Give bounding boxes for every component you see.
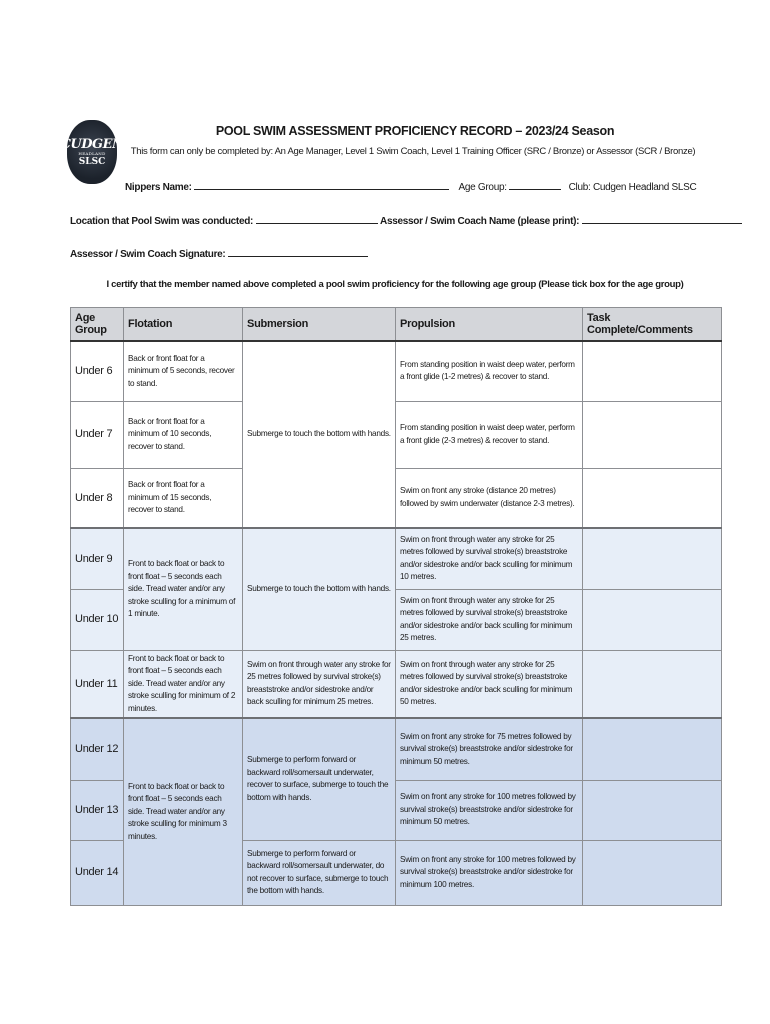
- flotation-cell: Front to back float or back to front float – 5 seconds each side. Tread water and/or any stroke sculling for minimum 3 minutes.: [124, 718, 243, 905]
- flotation-cell: Back or front float for a minimum of 15 seconds, recover to stand.: [124, 468, 243, 528]
- age-group-field[interactable]: [509, 179, 561, 190]
- assessor-name-field[interactable]: [582, 213, 742, 224]
- propulsion-cell: Swim on front through water any stroke for 25 metres followed by survival stroke(s) breaststroke and/or sidestroke and/or back sculling for minimum 50 metres.: [396, 650, 583, 718]
- logo-line-1: CUDGEN: [60, 136, 124, 152]
- propulsion-cell: Swim on front through water any stroke for 25 metres followed by survival stroke(s) breaststroke and/or sidestroke and/or back sculling for minimum 25 metres.: [396, 589, 583, 650]
- header-age-group: Age Group: [71, 308, 124, 342]
- club-logo: [60, 120, 124, 184]
- table-row: [71, 341, 722, 401]
- submersion-cell: Swim on front through water any stroke for 25 metres followed by survival stroke(s) breaststroke and/or sidestroke and/or back sculling for minimum 25 metres.: [243, 650, 396, 718]
- submersion-cell: Submerge to perform forward or backward roll/somersault underwater, recover to surface, submerge to touch the bottom with hands.: [243, 718, 396, 840]
- signature-label: Assessor / Swim Coach Signature:: [70, 249, 226, 260]
- table-row: [71, 528, 722, 589]
- age-cell: Under 10: [71, 589, 124, 650]
- task-complete-cell[interactable]: [583, 589, 722, 650]
- signature-field[interactable]: [228, 246, 368, 257]
- age-cell: Under 9: [71, 528, 124, 589]
- age-cell: Under 11: [71, 650, 124, 718]
- propulsion-cell: Swim on front any stroke (distance 20 metres) followed by swim underwater (distance 2-3 metres).: [396, 468, 583, 528]
- task-complete-cell[interactable]: [583, 401, 722, 468]
- page-title: POOL SWIM ASSESSMENT PROFICIENCY RECORD – 2023/24 Season: [215, 124, 615, 138]
- age-cell: Under 7: [71, 401, 124, 468]
- table-row: [71, 650, 722, 718]
- header-task-complete: Task Complete/Comments: [583, 308, 722, 342]
- signature-row: [70, 246, 368, 260]
- proficiency-table: [70, 307, 722, 906]
- nippers-row: [125, 179, 696, 193]
- submersion-cell: Submerge to perform forward or backward roll/somersault underwater, do not recover to surface, submerge to touch the bottom with hands.: [243, 840, 396, 905]
- task-complete-cell[interactable]: [583, 341, 722, 401]
- propulsion-cell: Swim on front through water any stroke for 25 metres followed by survival stroke(s) breaststroke and/or sidestroke and/or back sculling for minimum 10 metres.: [396, 528, 583, 589]
- table-row: [71, 718, 722, 780]
- propulsion-cell: Swim on front any stroke for 100 metres followed by survival stroke(s) breaststroke and/or sidestroke for minimum 100 metres.: [396, 840, 583, 905]
- age-cell: Under 14: [71, 840, 124, 905]
- table-row: [71, 468, 722, 528]
- propulsion-cell: Swim on front any stroke for 75 metres followed by survival stroke(s) breaststroke and/or sidestroke for minimum 50 metres.: [396, 718, 583, 780]
- club-label: Club: Cudgen Headland SLSC: [568, 182, 697, 193]
- propulsion-cell: From standing position in waist deep water, perform a front glide (2-3 metres) & recover to stand.: [396, 401, 583, 468]
- propulsion-cell: Swim on front any stroke for 100 metres followed by survival stroke(s) breaststroke and/or sidestroke for minimum 50 metres.: [396, 780, 583, 840]
- nippers-name-label: Nippers Name:: [125, 182, 192, 193]
- submersion-cell: Submerge to touch the bottom with hands.: [243, 341, 396, 528]
- flotation-cell: Front to back float or back to front float – 5 seconds each side. Tread water and/or any stroke sculling for a minimum of 1 minute.: [124, 528, 243, 650]
- certification-statement: I certify that the member named above completed a pool swim proficiency for the following age group (Please tick box for the age group): [106, 279, 684, 290]
- age-group-label: Age Group:: [458, 182, 507, 193]
- table-header-row: [71, 308, 722, 342]
- age-cell: Under 6: [71, 341, 124, 401]
- task-complete-cell[interactable]: [583, 468, 722, 528]
- flotation-cell: Back or front float for a minimum of 10 seconds, recover to stand.: [124, 401, 243, 468]
- age-cell: Under 12: [71, 718, 124, 780]
- submersion-cell: Submerge to touch the bottom with hands.: [243, 528, 396, 650]
- table-row: [71, 401, 722, 468]
- page-subtitle: This form can only be completed by: An Age Manager, Level 1 Swim Coach, Level 1 Training Officer (SRC / Bronze) or Assessor (SCR / Bronze): [130, 146, 696, 157]
- nippers-name-field[interactable]: [194, 179, 449, 190]
- task-complete-cell[interactable]: [583, 650, 722, 718]
- header-submersion: Submersion: [243, 308, 396, 342]
- location-label: Location that Pool Swim was conducted:: [70, 216, 254, 227]
- assessor-name-label: Assessor / Swim Coach Name (please print):: [380, 216, 580, 227]
- logo-line-3: SLSC: [78, 156, 106, 167]
- task-complete-cell[interactable]: [583, 840, 722, 905]
- header-flotation: Flotation: [124, 308, 243, 342]
- age-cell: Under 8: [71, 468, 124, 528]
- header-propulsion: Propulsion: [396, 308, 583, 342]
- location-row: [70, 213, 742, 227]
- task-complete-cell[interactable]: [583, 528, 722, 589]
- task-complete-cell[interactable]: [583, 780, 722, 840]
- flotation-cell: Back or front float for a minimum of 5 seconds, recover to stand.: [124, 341, 243, 401]
- age-cell: Under 13: [71, 780, 124, 840]
- task-complete-cell[interactable]: [583, 718, 722, 780]
- location-field[interactable]: [256, 213, 378, 224]
- logo-line-2: HEADLAND: [78, 150, 106, 156]
- propulsion-cell: From standing position in waist deep water, perform a front glide (1-2 metres) & recover to stand.: [396, 341, 583, 401]
- flotation-cell: Front to back float or back to front float – 5 seconds each side. Tread water and/or any stroke sculling for minimum of 2 minutes.: [124, 650, 243, 718]
